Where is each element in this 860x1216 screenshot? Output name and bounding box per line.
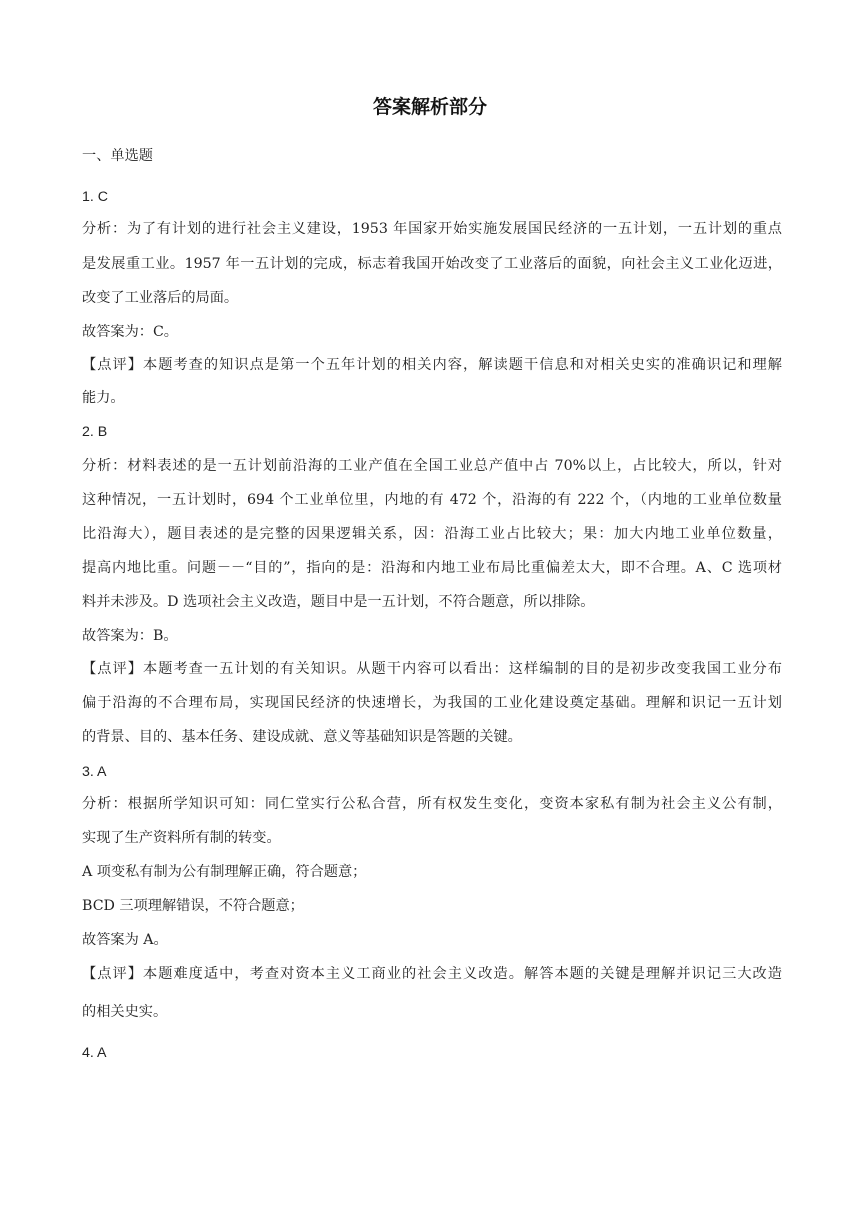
question-3-analysis-line-2: 实现了生产资料所有制的转变。 — [82, 830, 281, 846]
question-1-number: 1. C — [82, 189, 109, 205]
question-2-analysis-line-1: 分析：材料表述的是一五计划前沿海的工业产值在全国工业总产值中占 70%以上，占比较大，所以，针对 — [82, 458, 782, 474]
question-2-analysis-line-3: 比沿海大），题目表述的是完整的因果逻辑关系，因：沿海工业占比较大；果：加大内地工业单位数量， — [82, 526, 782, 542]
question-2-comment-line-3: 的背景、目的、基本任务、建设成就、意义等基础知识是答题的关键。 — [82, 729, 522, 745]
question-1-analysis-line-3: 改变了工业落后的局面。 — [82, 290, 239, 306]
question-1-analysis-line-1: 分析：为了有计划的进行社会主义建设，1953 年国家开始实施发展国民经济的一五计划，一五计划的重点 — [82, 221, 782, 237]
question-2-comment-line-1: 【点评】本题考查一五计划的有关知识。从题干内容可以看出：这样编制的目的是初步改变我国工业分布 — [82, 661, 782, 677]
page-title: 答案解析部分 — [372, 96, 487, 118]
question-4-number: 4. A — [82, 1045, 107, 1061]
question-3-comment-line-2: 的相关史实。 — [82, 1004, 168, 1020]
question-1-comment-line-1: 【点评】本题考查的知识点是第一个五年计划的相关内容，解读题干信息和对相关史实的准确识记和理解 — [82, 357, 782, 373]
question-1-comment-line-2: 能力。 — [82, 390, 125, 406]
section-heading: 一、单选题 — [82, 148, 153, 164]
question-3-option-a: A 项变私有制为公有制理解正确，符合题意； — [82, 864, 367, 880]
question-3-answer: 故答案为 A。 — [82, 932, 168, 948]
question-2-analysis-line-4: 提高内地比重。问题－－“目的”，指向的是：沿海和内地工业布局比重偏差太大，即不合理。A、C 选项材 — [82, 560, 782, 576]
question-1-answer: 故答案为：C。 — [82, 324, 178, 340]
question-3-analysis-line-1: 分析：根据所学知识可知：同仁堂实行公私合营，所有权发生变化，变资本家私有制为社会主义公有制， — [82, 796, 782, 812]
question-3-comment-line-1: 【点评】本题难度适中，考查对资本主义工商业的社会主义改造。解答本题的关键是理解并识记三大改造 — [82, 966, 782, 982]
question-2-analysis-line-2: 这种情况，一五计划时，694 个工业单位里，内地的有 472 个，沿海的有 222 个，（内地的工业单位数量 — [82, 492, 782, 508]
question-2-answer: 故答案为：B。 — [82, 628, 178, 644]
question-2-analysis-line-5: 料并未涉及。D 选项社会主义改造，题目中是一五计划，不符合题意，所以排除。 — [82, 594, 595, 610]
question-2-comment-line-2: 偏于沿海的不合理布局，实现国民经济的快速增长，为我国的工业化建设奠定基础。理解和识记一五计划 — [82, 695, 782, 711]
question-2-number: 2. B — [82, 424, 108, 440]
question-1-analysis-line-2: 是发展重工业。1957 年一五计划的完成，标志着我国开始改变了工业落后的面貌，向社会主义工业化迈进， — [82, 256, 782, 272]
question-3-option-bcd: BCD 三项理解错误，不符合题意； — [82, 898, 304, 914]
question-3-number: 3. A — [82, 764, 107, 780]
